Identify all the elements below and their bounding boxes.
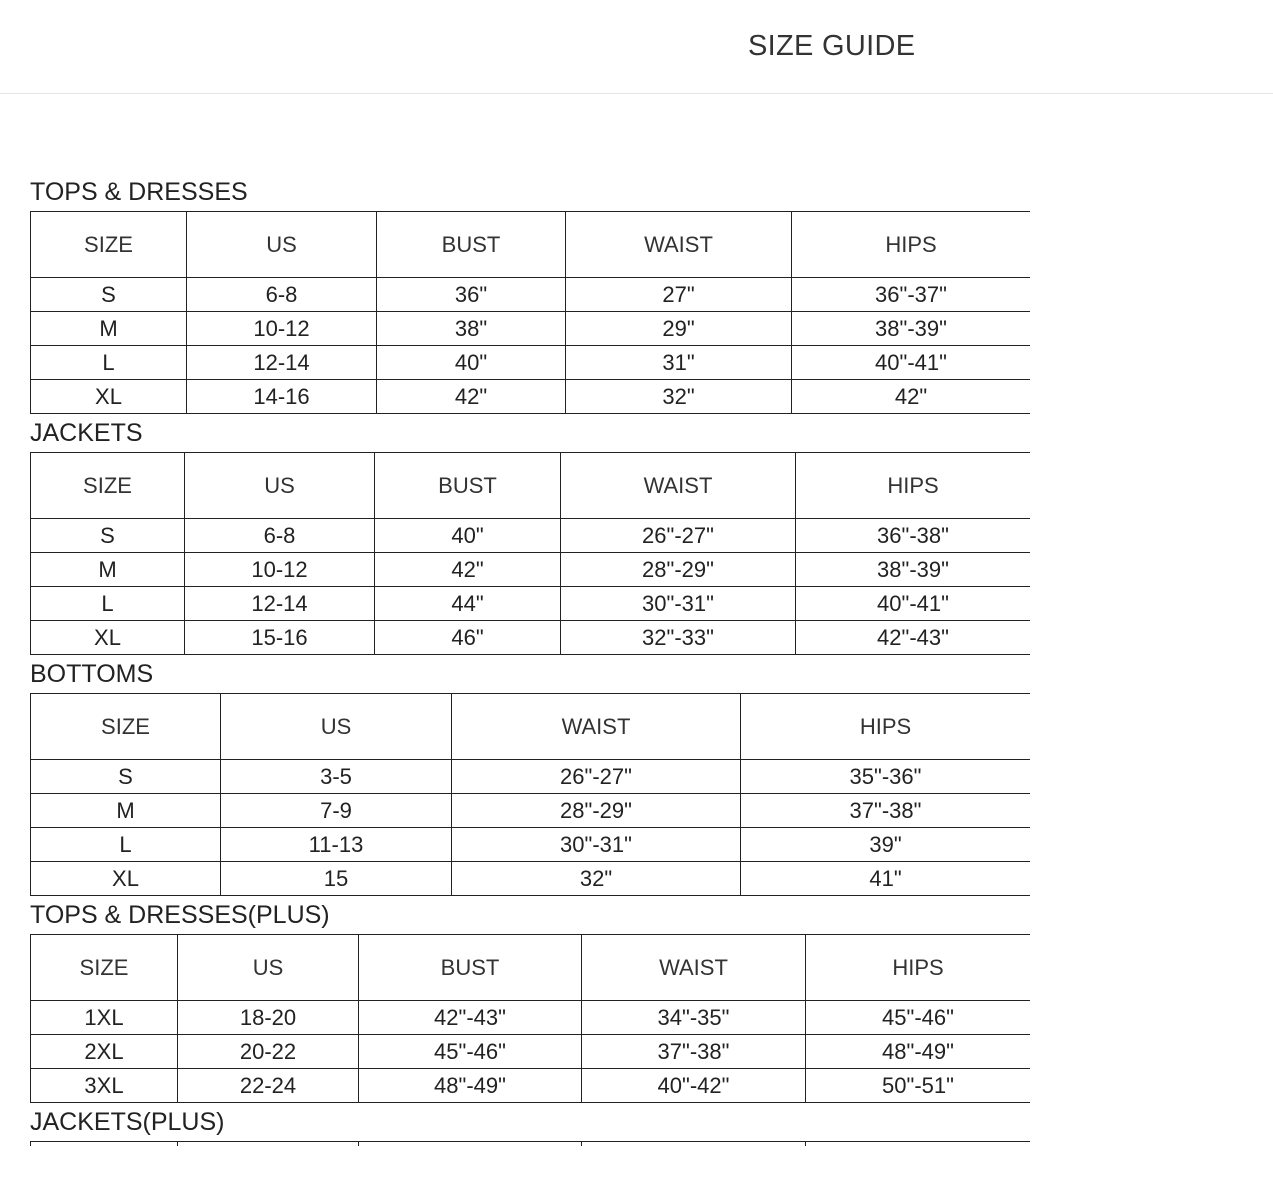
- table-cell: 37"-38": [741, 794, 1031, 828]
- table-cell: S: [31, 278, 187, 312]
- table-row: [31, 346, 1031, 380]
- section-tops-dresses-plus: [30, 896, 1030, 1103]
- table-cell: 40"-41": [796, 587, 1031, 621]
- table-cell: 42"-43": [796, 621, 1031, 655]
- table-cell: 6-8: [187, 278, 377, 312]
- size-guide-content: [30, 173, 1030, 1146]
- section-title: JACKETS: [30, 419, 143, 447]
- table-cell: S: [31, 519, 185, 553]
- table-cell: 31": [566, 346, 792, 380]
- section-title: BOTTOMS: [30, 660, 154, 688]
- table-cell: 26"-27": [452, 760, 741, 794]
- table-cell: 41": [741, 862, 1031, 896]
- column-header: SIZE: [31, 212, 187, 278]
- table-cell: 32"-33": [561, 621, 796, 655]
- table-cell: 36"-38": [796, 519, 1031, 553]
- table-cell: M: [31, 312, 187, 346]
- table-cell: 26"-27": [561, 519, 796, 553]
- column-header: HIPS: [741, 694, 1031, 760]
- column-header: SIZE: [31, 935, 178, 1001]
- table-row: [31, 1035, 1031, 1069]
- table-row: [31, 862, 1031, 896]
- size-table-jackets: [30, 452, 1030, 655]
- table-cell: L: [31, 346, 187, 380]
- section-jackets-plus: [30, 1103, 1030, 1146]
- table-cell: 12-14: [187, 346, 377, 380]
- section-title: JACKETS(PLUS): [30, 1108, 225, 1136]
- table-cell: 15: [221, 862, 452, 896]
- table-cell: 48"-49": [806, 1035, 1031, 1069]
- table-cell: 10-12: [187, 312, 377, 346]
- table-cell: 1XL: [31, 1001, 178, 1035]
- table-cell: 11-13: [221, 828, 452, 862]
- table-cell: 20-22: [178, 1035, 359, 1069]
- column-header: HIPS: [792, 212, 1031, 278]
- table-cell: 30"-31": [561, 587, 796, 621]
- table-cell: 42": [792, 380, 1031, 414]
- table-cell: 40"-41": [792, 346, 1031, 380]
- table-row: [31, 380, 1031, 414]
- table-row: [31, 1001, 1031, 1035]
- column-header: HIPS: [806, 935, 1031, 1001]
- table-cell: 28"-29": [561, 553, 796, 587]
- section-title: TOPS & DRESSES(PLUS): [30, 901, 330, 929]
- table-header-row: [31, 212, 1031, 278]
- table-cell: 38"-39": [796, 553, 1031, 587]
- table-cell: 28"-29": [452, 794, 741, 828]
- table-cell: 40": [375, 519, 561, 553]
- table-header-row: [31, 935, 1031, 1001]
- table-cell: S: [31, 760, 221, 794]
- table-cell: 10-12: [185, 553, 375, 587]
- table-cell: 30"-31": [452, 828, 741, 862]
- table-cell: M: [31, 794, 221, 828]
- table-cell: 46": [375, 621, 561, 655]
- table-cell: L: [31, 828, 221, 862]
- table-cell: 7-9: [221, 794, 452, 828]
- table-cell: 35"-36": [741, 760, 1031, 794]
- table-cell: 38": [377, 312, 566, 346]
- table-cell: 40"-42": [582, 1069, 806, 1103]
- table-row: [31, 760, 1031, 794]
- table-cell: 44": [375, 587, 561, 621]
- size-table-bottoms: [30, 693, 1030, 896]
- table-cell: 12-14: [185, 587, 375, 621]
- column-header: WAIST: [452, 694, 741, 760]
- table-cell: 36"-37": [792, 278, 1031, 312]
- table-cell: 42"-43": [359, 1001, 582, 1035]
- table-cell: 34"-35": [582, 1001, 806, 1035]
- table-cell: 45"-46": [359, 1035, 582, 1069]
- column-header: BUST: [377, 212, 566, 278]
- size-table-tops-dresses-plus: [30, 934, 1030, 1103]
- section-title: TOPS & DRESSES: [30, 178, 248, 206]
- table-cell: M: [31, 553, 185, 587]
- column-header: WAIST: [582, 935, 806, 1001]
- table-row: [31, 621, 1031, 655]
- page-header: [0, 0, 1273, 94]
- page-title: SIZE GUIDE: [748, 30, 916, 62]
- table-row: [31, 553, 1031, 587]
- table-row-cropped: [31, 1142, 1031, 1147]
- column-header: US: [187, 212, 377, 278]
- table-cell: 50"-51": [806, 1069, 1031, 1103]
- table-row: [31, 312, 1031, 346]
- table-cell: L: [31, 587, 185, 621]
- table-cell: XL: [31, 380, 187, 414]
- table-row: [31, 587, 1031, 621]
- table-cell: 27": [566, 278, 792, 312]
- table-cell: 18-20: [178, 1001, 359, 1035]
- table-cell: 40": [377, 346, 566, 380]
- table-cell: 2XL: [31, 1035, 178, 1069]
- table-row: [31, 828, 1031, 862]
- table-cell: 15-16: [185, 621, 375, 655]
- size-table-jackets-plus: [30, 1141, 1030, 1146]
- size-table-tops-dresses: [30, 211, 1030, 414]
- table-cell: 38"-39": [792, 312, 1031, 346]
- table-row: [31, 1069, 1031, 1103]
- column-header: BUST: [359, 935, 582, 1001]
- table-cell: 42": [377, 380, 566, 414]
- table-header-row: [31, 694, 1031, 760]
- column-header: US: [221, 694, 452, 760]
- column-header: SIZE: [31, 694, 221, 760]
- table-row: [31, 794, 1031, 828]
- table-cell: 32": [452, 862, 741, 896]
- table-cell: 3-5: [221, 760, 452, 794]
- table-cell: 42": [375, 553, 561, 587]
- table-cell: 32": [566, 380, 792, 414]
- table-cell: 22-24: [178, 1069, 359, 1103]
- table-cell: 45"-46": [806, 1001, 1031, 1035]
- column-header: BUST: [375, 453, 561, 519]
- table-cell: 39": [741, 828, 1031, 862]
- table-cell: 36": [377, 278, 566, 312]
- table-cell: 29": [566, 312, 792, 346]
- column-header: US: [185, 453, 375, 519]
- column-header: HIPS: [796, 453, 1031, 519]
- column-header: US: [178, 935, 359, 1001]
- column-header: SIZE: [31, 453, 185, 519]
- section-bottoms: [30, 655, 1030, 896]
- table-cell: 6-8: [185, 519, 375, 553]
- section-tops-dresses: [30, 173, 1030, 414]
- column-header: WAIST: [561, 453, 796, 519]
- table-header-row: [31, 453, 1031, 519]
- table-cell: 48"-49": [359, 1069, 582, 1103]
- table-cell: XL: [31, 621, 185, 655]
- table-cell: 37"-38": [582, 1035, 806, 1069]
- column-header: WAIST: [566, 212, 792, 278]
- table-row: [31, 519, 1031, 553]
- table-cell: 14-16: [187, 380, 377, 414]
- section-jackets: [30, 414, 1030, 655]
- table-cell: XL: [31, 862, 221, 896]
- table-row: [31, 278, 1031, 312]
- table-cell: 3XL: [31, 1069, 178, 1103]
